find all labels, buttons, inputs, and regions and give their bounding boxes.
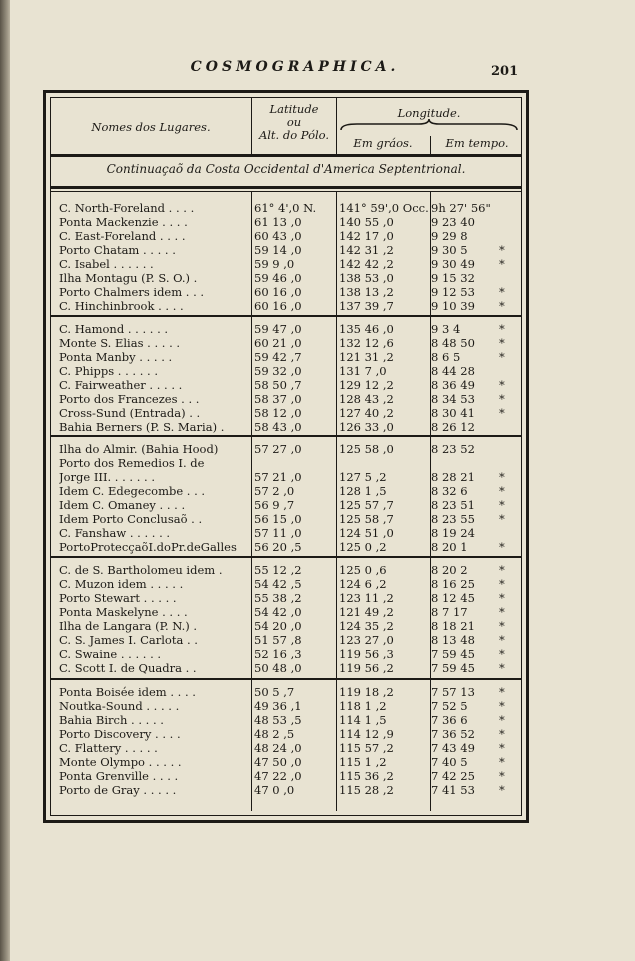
table-row	[51, 299, 521, 313]
longitude-time: 9 30 5	[431, 243, 468, 257]
longitude-degrees: 137 39 ,7	[339, 299, 394, 313]
longitude-time: 7 59 45	[431, 661, 475, 675]
table-row	[51, 470, 521, 484]
longitude-degrees: 127 5 ,2	[339, 470, 387, 484]
latitude: 48 2 ,5	[254, 727, 295, 741]
table-row	[51, 456, 521, 470]
latitude: 59 42 ,7	[254, 350, 302, 364]
longitude-degrees: 114 1 ,5	[339, 713, 387, 727]
table-row	[51, 526, 521, 540]
header-lat-line3: Alt. do Pólo.	[258, 128, 330, 142]
longitude-time: 9 3 4	[431, 322, 461, 336]
place-name: Ponta Mackenzie . . . .	[59, 215, 188, 229]
longitude-time: 8 13 48	[431, 633, 475, 647]
place-name: Bahia Berners (P. S. Maria) .	[59, 420, 225, 434]
longitude-time: 9 30 49	[431, 257, 475, 271]
latitude: 58 43 ,0	[254, 420, 302, 434]
latitude: 58 12 ,0	[254, 406, 302, 420]
longitude-degrees: 132 12 ,6	[339, 336, 394, 350]
place-name: Ponta Grenville . . . .	[59, 769, 179, 783]
star-mark: *	[499, 619, 505, 633]
table-row	[51, 647, 521, 661]
table-row	[51, 498, 521, 512]
longitude-time: 8 30 41	[431, 406, 475, 420]
star-mark: *	[499, 713, 505, 727]
table-row	[51, 378, 521, 392]
longitude-time: 8 23 52	[431, 442, 475, 456]
place-name: PortoProtecçaõI.doPr.deGalles	[59, 540, 237, 554]
place-name: C. Swaine . . . . . .	[59, 647, 162, 661]
place-name: C. Flattery . . . . .	[59, 741, 158, 755]
rule-thick	[51, 186, 521, 189]
longitude-time: 9 29 8	[431, 229, 468, 243]
longitude-time: 8 12 45	[431, 591, 475, 605]
table-row	[51, 364, 521, 378]
book-page	[10, 0, 635, 961]
latitude: 57 27 ,0	[254, 442, 302, 456]
longitude-degrees: 129 12 ,2	[339, 378, 394, 392]
longitude-time: 9 15 32	[431, 271, 475, 285]
table-row	[51, 285, 521, 299]
longitude-degrees: 123 27 ,0	[339, 633, 394, 647]
longitude-time: 8 32 6	[431, 484, 468, 498]
longitude-time: 8 16 25	[431, 577, 475, 591]
latitude: 51 57 ,8	[254, 633, 302, 647]
place-name: C. East-Foreland . . . .	[59, 229, 186, 243]
table-row	[51, 591, 521, 605]
longitude-time: 7 52 5	[431, 699, 468, 713]
table-row	[51, 755, 521, 769]
longitude-degrees: 125 0 ,2	[339, 540, 387, 554]
table-row	[51, 633, 521, 647]
star-mark: *	[499, 577, 505, 591]
star-mark: *	[499, 647, 505, 661]
table-row	[51, 605, 521, 619]
star-mark: *	[499, 741, 505, 755]
latitude: 48 24 ,0	[254, 741, 302, 755]
header-latitude	[252, 98, 336, 154]
table-row	[51, 406, 521, 420]
star-mark: *	[499, 591, 505, 605]
latitude: 59 47 ,0	[254, 322, 302, 336]
header-names-label: Nomes dos Lugares.	[91, 120, 211, 134]
longitude-time: 8 34 53	[431, 392, 475, 406]
longitude-degrees: 125 58 ,0	[339, 442, 394, 456]
latitude: 60 16 ,0	[254, 285, 302, 299]
longitude-degrees: 125 57 ,7	[339, 498, 394, 512]
longitude-degrees: 127 40 ,2	[339, 406, 394, 420]
star-mark: *	[499, 685, 505, 699]
latitude: 59 46 ,0	[254, 271, 302, 285]
longitude-time: 7 57 13	[431, 685, 475, 699]
latitude: 54 42 ,5	[254, 577, 302, 591]
table-row	[51, 685, 521, 699]
longitude-time: 9h 27' 56"	[431, 201, 491, 215]
place-name: C. North-Foreland . . . .	[59, 201, 195, 215]
place-name: Porto Discovery . . . .	[59, 727, 181, 741]
table-row	[51, 420, 521, 434]
latitude: 52 16 ,3	[254, 647, 302, 661]
star-mark: *	[499, 392, 505, 406]
latitude: 60 16 ,0	[254, 299, 302, 313]
longitude-time: 7 40 5	[431, 755, 468, 769]
place-name: Ilha Montagu (P. S. O.) .	[59, 271, 198, 285]
longitude-time: 7 59 45	[431, 647, 475, 661]
longitude-time: 9 12 53	[431, 285, 475, 299]
rule	[51, 191, 521, 192]
latitude: 59 14 ,0	[254, 243, 302, 257]
longitude-degrees: 126 33 ,0	[339, 420, 394, 434]
longitude-degrees: 125 0 ,6	[339, 563, 387, 577]
table-row	[51, 271, 521, 285]
group-separator	[51, 678, 521, 680]
longitude-time: 8 36 49	[431, 378, 475, 392]
place-name: Monte S. Elias . . . . .	[59, 336, 181, 350]
table-row	[51, 741, 521, 755]
latitude: 60 21 ,0	[254, 336, 302, 350]
longitude-degrees: 118 1 ,2	[339, 699, 387, 713]
star-mark: *	[499, 727, 505, 741]
place-name: Bahia Birch . . . . .	[59, 713, 164, 727]
group-separator	[51, 315, 521, 317]
place-name: Idem Porto Conclusaõ . .	[59, 512, 203, 526]
longitude-time: 8 23 51	[431, 498, 475, 512]
latitude: 56 20 ,5	[254, 540, 302, 554]
star-mark: *	[499, 243, 505, 257]
table-row	[51, 577, 521, 591]
place-name: Porto Chalmers idem . . .	[59, 285, 205, 299]
place-name: C. Isabel . . . . . .	[59, 257, 154, 271]
table-row	[51, 350, 521, 364]
latitude: 55 12 ,2	[254, 563, 302, 577]
header-divider	[430, 136, 431, 154]
group-separator	[51, 435, 521, 437]
header-longitude	[337, 98, 521, 154]
table-row	[51, 540, 521, 554]
latitude: 60 43 ,0	[254, 229, 302, 243]
table-row	[51, 336, 521, 350]
place-name: Noutka-Sound . . . . .	[59, 699, 180, 713]
latitude: 48 53 ,5	[254, 713, 302, 727]
star-mark: *	[499, 563, 505, 577]
star-mark: *	[499, 783, 505, 797]
longitude-degrees: 138 13 ,2	[339, 285, 394, 299]
star-mark: *	[499, 257, 505, 271]
latitude: 56 15 ,0	[254, 512, 302, 526]
latitude: 54 42 ,0	[254, 605, 302, 619]
longitude-time: 8 7 17	[431, 605, 468, 619]
section-subtitle: Continuaçaõ da Costa Occidental d'America Septentrional.	[106, 162, 466, 176]
longitude-degrees: 128 1 ,5	[339, 484, 387, 498]
longitude-time: 7 42 25	[431, 769, 475, 783]
star-mark: *	[499, 633, 505, 647]
latitude: 59 32 ,0	[254, 364, 302, 378]
longitude-degrees: 142 17 ,0	[339, 229, 394, 243]
table-row	[51, 392, 521, 406]
place-name: Ilha de Langara (P. N.) .	[59, 619, 198, 633]
longitude-degrees: 124 6 ,2	[339, 577, 387, 591]
header-divider	[336, 98, 337, 154]
star-mark: *	[499, 336, 505, 350]
longitude-time: 8 28 21	[431, 470, 475, 484]
place-name: Monte Olympo . . . . .	[59, 755, 182, 769]
longitude-degrees: 125 58 ,7	[339, 512, 394, 526]
place-name: Ilha do Almir. (Bahia Hood)	[59, 442, 219, 456]
table-row	[51, 699, 521, 713]
longitude-degrees: 115 1 ,2	[339, 755, 387, 769]
latitude: 50 5 ,7	[254, 685, 295, 699]
star-mark: *	[499, 350, 505, 364]
table-row	[51, 769, 521, 783]
header-lat-line2: ou	[286, 115, 302, 129]
place-name: C. Muzon idem . . . . .	[59, 577, 184, 591]
star-mark: *	[499, 699, 505, 713]
longitude-time: 8 18 21	[431, 619, 475, 633]
table-row	[51, 257, 521, 271]
longitude-degrees: 124 51 ,0	[339, 526, 394, 540]
table-row	[51, 229, 521, 243]
star-mark: *	[499, 285, 505, 299]
header-lon-time: Em tempo.	[445, 136, 509, 150]
longitude-time: 8 44 28	[431, 364, 475, 378]
table-row	[51, 322, 521, 336]
longitude-degrees: 124 35 ,2	[339, 619, 394, 633]
place-name: Porto de Gray . . . . .	[59, 783, 177, 797]
star-mark: *	[499, 540, 505, 554]
star-mark: *	[499, 322, 505, 336]
longitude-degrees: 142 42 ,2	[339, 257, 394, 271]
longitude-time: 8 48 50	[431, 336, 475, 350]
longitude-time: 8 23 55	[431, 512, 475, 526]
star-mark: *	[499, 769, 505, 783]
place-name: Ponta Manby . . . . .	[59, 350, 173, 364]
longitude-degrees: 119 56 ,3	[339, 647, 394, 661]
place-name: Porto Stewart . . . . .	[59, 591, 177, 605]
latitude: 59 9 ,0	[254, 257, 295, 271]
star-mark: *	[499, 512, 505, 526]
longitude-degrees: 119 56 ,2	[339, 661, 394, 675]
longitude-time: 8 6 5	[431, 350, 461, 364]
latitude: 61 13 ,0	[254, 215, 302, 229]
place-name: Idem C. Omaney . . . .	[59, 498, 186, 512]
table-row	[51, 619, 521, 633]
longitude-time: 9 10 39	[431, 299, 475, 313]
star-mark: *	[499, 661, 505, 675]
place-name: C. de S. Bartholomeu idem .	[59, 563, 223, 577]
longitude-time: 9 23 40	[431, 215, 475, 229]
latitude: 58 50 ,7	[254, 378, 302, 392]
header-lat-line1: Latitude	[269, 102, 319, 116]
place-name: Ponta Maskelyne . . . .	[59, 605, 188, 619]
longitude-time: 8 19 24	[431, 526, 475, 540]
star-mark: *	[499, 605, 505, 619]
running-title: COSMOGRAPHICA.	[190, 59, 400, 75]
place-name: Idem C. Edegecombe . . .	[59, 484, 206, 498]
place-name: C. Hamond . . . . . .	[59, 322, 169, 336]
star-mark: *	[499, 406, 505, 420]
longitude-degrees: 135 46 ,0	[339, 322, 394, 336]
table-row	[51, 201, 521, 215]
latitude: 49 36 ,1	[254, 699, 302, 713]
table-frame	[43, 90, 529, 823]
place-name: Porto dos Remedios I. de	[59, 456, 205, 470]
page-number: 201	[491, 64, 519, 79]
longitude-time: 7 36 52	[431, 727, 475, 741]
longitude-time: 7 41 53	[431, 783, 475, 797]
table-row	[51, 442, 521, 456]
latitude: 57 2 ,0	[254, 484, 295, 498]
longitude-degrees: 138 53 ,0	[339, 271, 394, 285]
group-separator	[51, 556, 521, 558]
latitude: 61° 4',0 N.	[254, 201, 317, 215]
header-names	[51, 98, 251, 154]
header-lon-title: Longitude.	[397, 106, 461, 120]
star-mark: *	[499, 755, 505, 769]
longitude-degrees: 115 36 ,2	[339, 769, 394, 783]
place-name: C. Fanshaw . . . . . .	[59, 526, 171, 540]
place-name: Jorge III. . . . . . .	[59, 470, 156, 484]
header-divider	[251, 98, 252, 154]
latitude: 47 0 ,0	[254, 783, 295, 797]
longitude-time: 8 26 12	[431, 420, 475, 434]
longitude-time: 7 36 6	[431, 713, 468, 727]
table-row	[51, 563, 521, 577]
place-name: C. Phipps . . . . . .	[59, 364, 159, 378]
table-row	[51, 215, 521, 229]
place-name: C. S. James I. Carlota . .	[59, 633, 198, 647]
table-row	[51, 243, 521, 257]
table-row	[51, 484, 521, 498]
table-row	[51, 727, 521, 741]
place-name: C. Scott I. de Quadra . .	[59, 661, 197, 675]
latitude: 57 11 ,0	[254, 526, 302, 540]
star-mark: *	[499, 378, 505, 392]
table	[50, 97, 522, 816]
longitude-degrees: 121 31 ,2	[339, 350, 394, 364]
longitude-degrees: 140 55 ,0	[339, 215, 394, 229]
longitude-degrees: 141° 59',0 Occ.	[339, 201, 429, 215]
longitude-degrees: 128 43 ,2	[339, 392, 394, 406]
star-mark: *	[499, 498, 505, 512]
table-row	[51, 783, 521, 797]
place-name: Porto Chatam . . . . .	[59, 243, 176, 257]
latitude: 56 9 ,7	[254, 498, 295, 512]
longitude-degrees: 115 28 ,2	[339, 783, 394, 797]
latitude: 47 22 ,0	[254, 769, 302, 783]
longitude-time: 8 20 1	[431, 540, 468, 554]
rule-thick	[51, 154, 521, 157]
longitude-degrees: 131 7 ,0	[339, 364, 387, 378]
latitude: 54 20 ,0	[254, 619, 302, 633]
star-mark: *	[499, 299, 505, 313]
table-row	[51, 713, 521, 727]
longitude-degrees: 142 31 ,2	[339, 243, 394, 257]
longitude-time: 8 20 2	[431, 563, 468, 577]
longitude-degrees: 123 11 ,2	[339, 591, 394, 605]
place-name: Cross-Sund (Entrada) . .	[59, 406, 201, 420]
longitude-degrees: 115 57 ,2	[339, 741, 394, 755]
longitude-degrees: 114 12 ,9	[339, 727, 394, 741]
latitude: 50 48 ,0	[254, 661, 302, 675]
table-row	[51, 661, 521, 675]
latitude: 57 21 ,0	[254, 470, 302, 484]
table-row	[51, 512, 521, 526]
longitude-degrees: 121 49 ,2	[339, 605, 394, 619]
latitude: 55 38 ,2	[254, 591, 302, 605]
header-lon-degrees: Em gráos.	[353, 136, 413, 150]
brace-decoration	[337, 118, 521, 134]
place-name: Ponta Boisée idem . . . .	[59, 685, 196, 699]
star-mark: *	[499, 470, 505, 484]
longitude-time: 7 43 49	[431, 741, 475, 755]
longitude-degrees: 119 18 ,2	[339, 685, 394, 699]
star-mark: *	[499, 484, 505, 498]
place-name: Porto dos Francezes . . .	[59, 392, 200, 406]
place-name: C. Hinchinbrook . . . .	[59, 299, 184, 313]
place-name: C. Fairweather . . . . .	[59, 378, 183, 392]
latitude: 47 50 ,0	[254, 755, 302, 769]
latitude: 58 37 ,0	[254, 392, 302, 406]
